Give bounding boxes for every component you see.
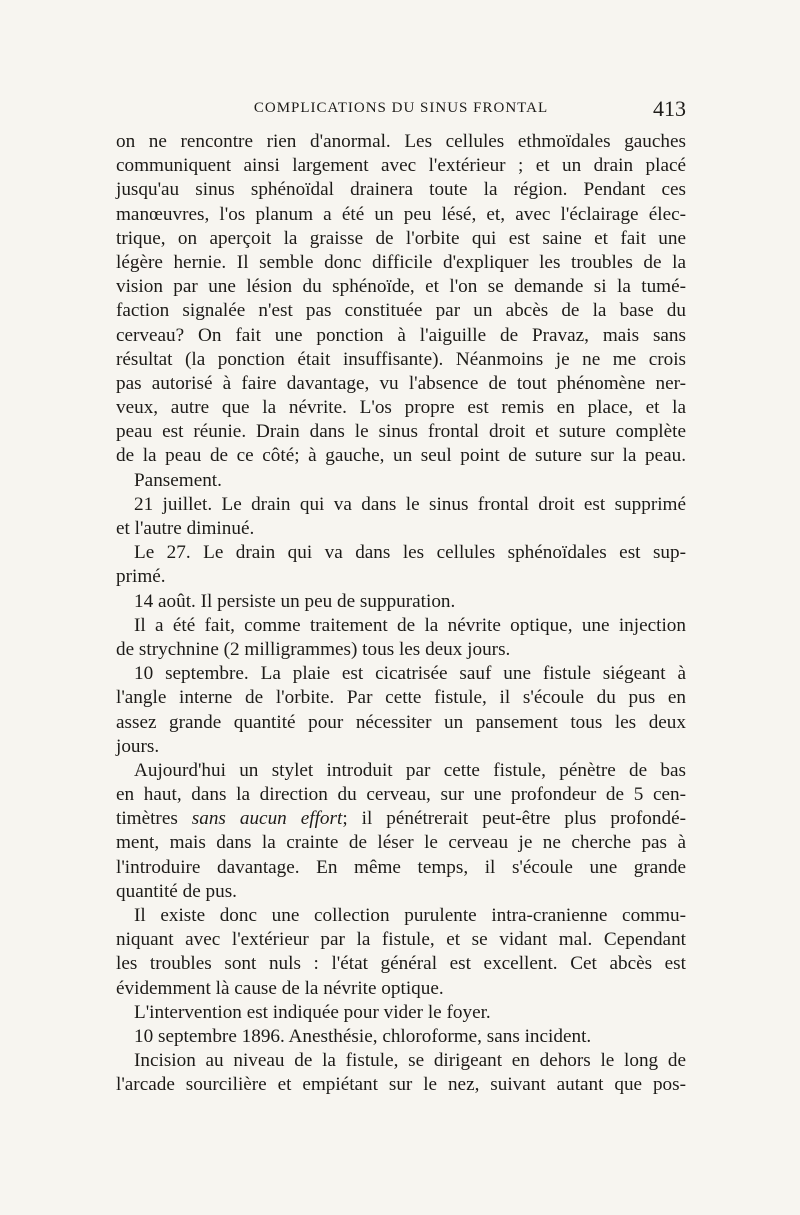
text-line: de la peau de ce côté; à gauche, un seul point de suture sur la peau. <box>116 445 686 467</box>
text-line: timètres sans aucun effort; il pénétrerait peut-être plus profondé- <box>116 808 686 830</box>
text-line: légère hernie. Il semble donc difficile d'expliquer les troubles de la <box>116 251 686 273</box>
running-title: COMPLICATIONS DU SINUS FRONTAL <box>253 100 549 116</box>
text-line: Pansement. <box>134 469 222 491</box>
text-line: veux, autre que la névrite. L'os propre est remis en place, et la <box>116 397 686 419</box>
page-number: 413 <box>653 96 686 121</box>
body-text <box>116 130 686 1098</box>
text-line: en haut, dans la direction du cerveau, sur une profondeur de 5 cen- <box>116 784 686 806</box>
emphasis: sans aucun effort <box>191 808 343 830</box>
text-line: niquant avec l'extérieur par la fistule, et se vidant mal. Cependant <box>116 929 686 951</box>
text-line: cerveau? On fait une ponction à l'aiguille de Pravaz, mais sans <box>116 324 686 346</box>
text-line: 21 juillet. Le drain qui va dans le sinus frontal droit est supprimé <box>134 493 686 515</box>
text-line: Aujourd'hui un stylet introduit par cette fistule, pénètre de bas <box>134 759 686 781</box>
text-line: trique, on aperçoit la graisse de l'orbite qui est saine et fait une <box>116 227 686 249</box>
text-line: 10 septembre 1896. Anesthésie, chloroforme, sans incident. <box>134 1025 592 1047</box>
text-line: communiquent ainsi largement avec l'extérieur ; et un drain placé <box>116 155 686 177</box>
text-line: Il existe donc une collection purulente intra-cranienne commu- <box>134 905 686 926</box>
text-line: assez grande quantité pour nécessiter un pansement tous les deux <box>116 711 686 733</box>
text-line: quantité de pus. <box>116 880 237 902</box>
text-line: Il a été fait, comme traitement de la névrite optique, une injection <box>134 614 686 636</box>
text-line: Le 27. Le drain qui va dans les cellules sphénoïdales est sup- <box>134 542 686 564</box>
text-line: de strychnine (2 milligrammes) tous les deux jours. <box>116 638 511 660</box>
text-line: jours. <box>116 735 160 757</box>
text-line: évidemment là cause de la névrite optique. <box>116 977 444 999</box>
text-line: pas autorisé à faire davantage, vu l'absence de tout phénomène ner- <box>116 372 686 394</box>
text-line: 10 septembre. La plaie est cicatrisée sauf une fistule siégeant à <box>134 663 686 685</box>
text-line: et l'autre diminué. <box>116 518 255 539</box>
text-line: ment, mais dans la crainte de léser le cerveau je ne cherche pas à <box>116 832 686 854</box>
text-line: l'introduire davantage. En même temps, il s'écoule une grande <box>116 856 686 878</box>
text-line: jusqu'au sinus sphénoïdal drainera toute la région. Pendant ces <box>116 179 686 201</box>
text-line: manœuvres, l'os planum a été un peu lésé, et, avec l'éclairage élec- <box>116 203 686 225</box>
text-line: on ne rencontre rien d'anormal. Les cellules ethmoïdales gauches <box>116 131 686 152</box>
text-line: L'intervention est indiquée pour vider le foyer. <box>134 1001 491 1023</box>
text-line: faction signalée n'est pas constituée par un abcès de la base du <box>116 300 686 322</box>
text-line: l'angle interne de l'orbite. Par cette fistule, il s'écoule du pus en <box>116 687 686 709</box>
text-line: les troubles sont nuls : l'état général est excellent. Cet abcès est <box>116 953 686 975</box>
text-line: résultat (la ponction était insuffisante). Néanmoins je ne me crois <box>116 348 686 370</box>
text-line: primé. <box>116 566 166 588</box>
text-line: Incision au niveau de la fistule, se dirigeant en dehors le long de <box>134 1050 686 1072</box>
text-line: vision par une lésion du sphénoïde, et l'on se demande si la tumé- <box>116 276 686 298</box>
text-line: l'arcade sourcilière et empiétant sur le nez, suivant autant que pos- <box>116 1074 686 1096</box>
running-head <box>116 96 686 126</box>
text-line: 14 août. Il persiste un peu de suppuration. <box>134 590 456 612</box>
text-line: peau est réunie. Drain dans le sinus frontal droit et suture complète <box>116 421 686 443</box>
